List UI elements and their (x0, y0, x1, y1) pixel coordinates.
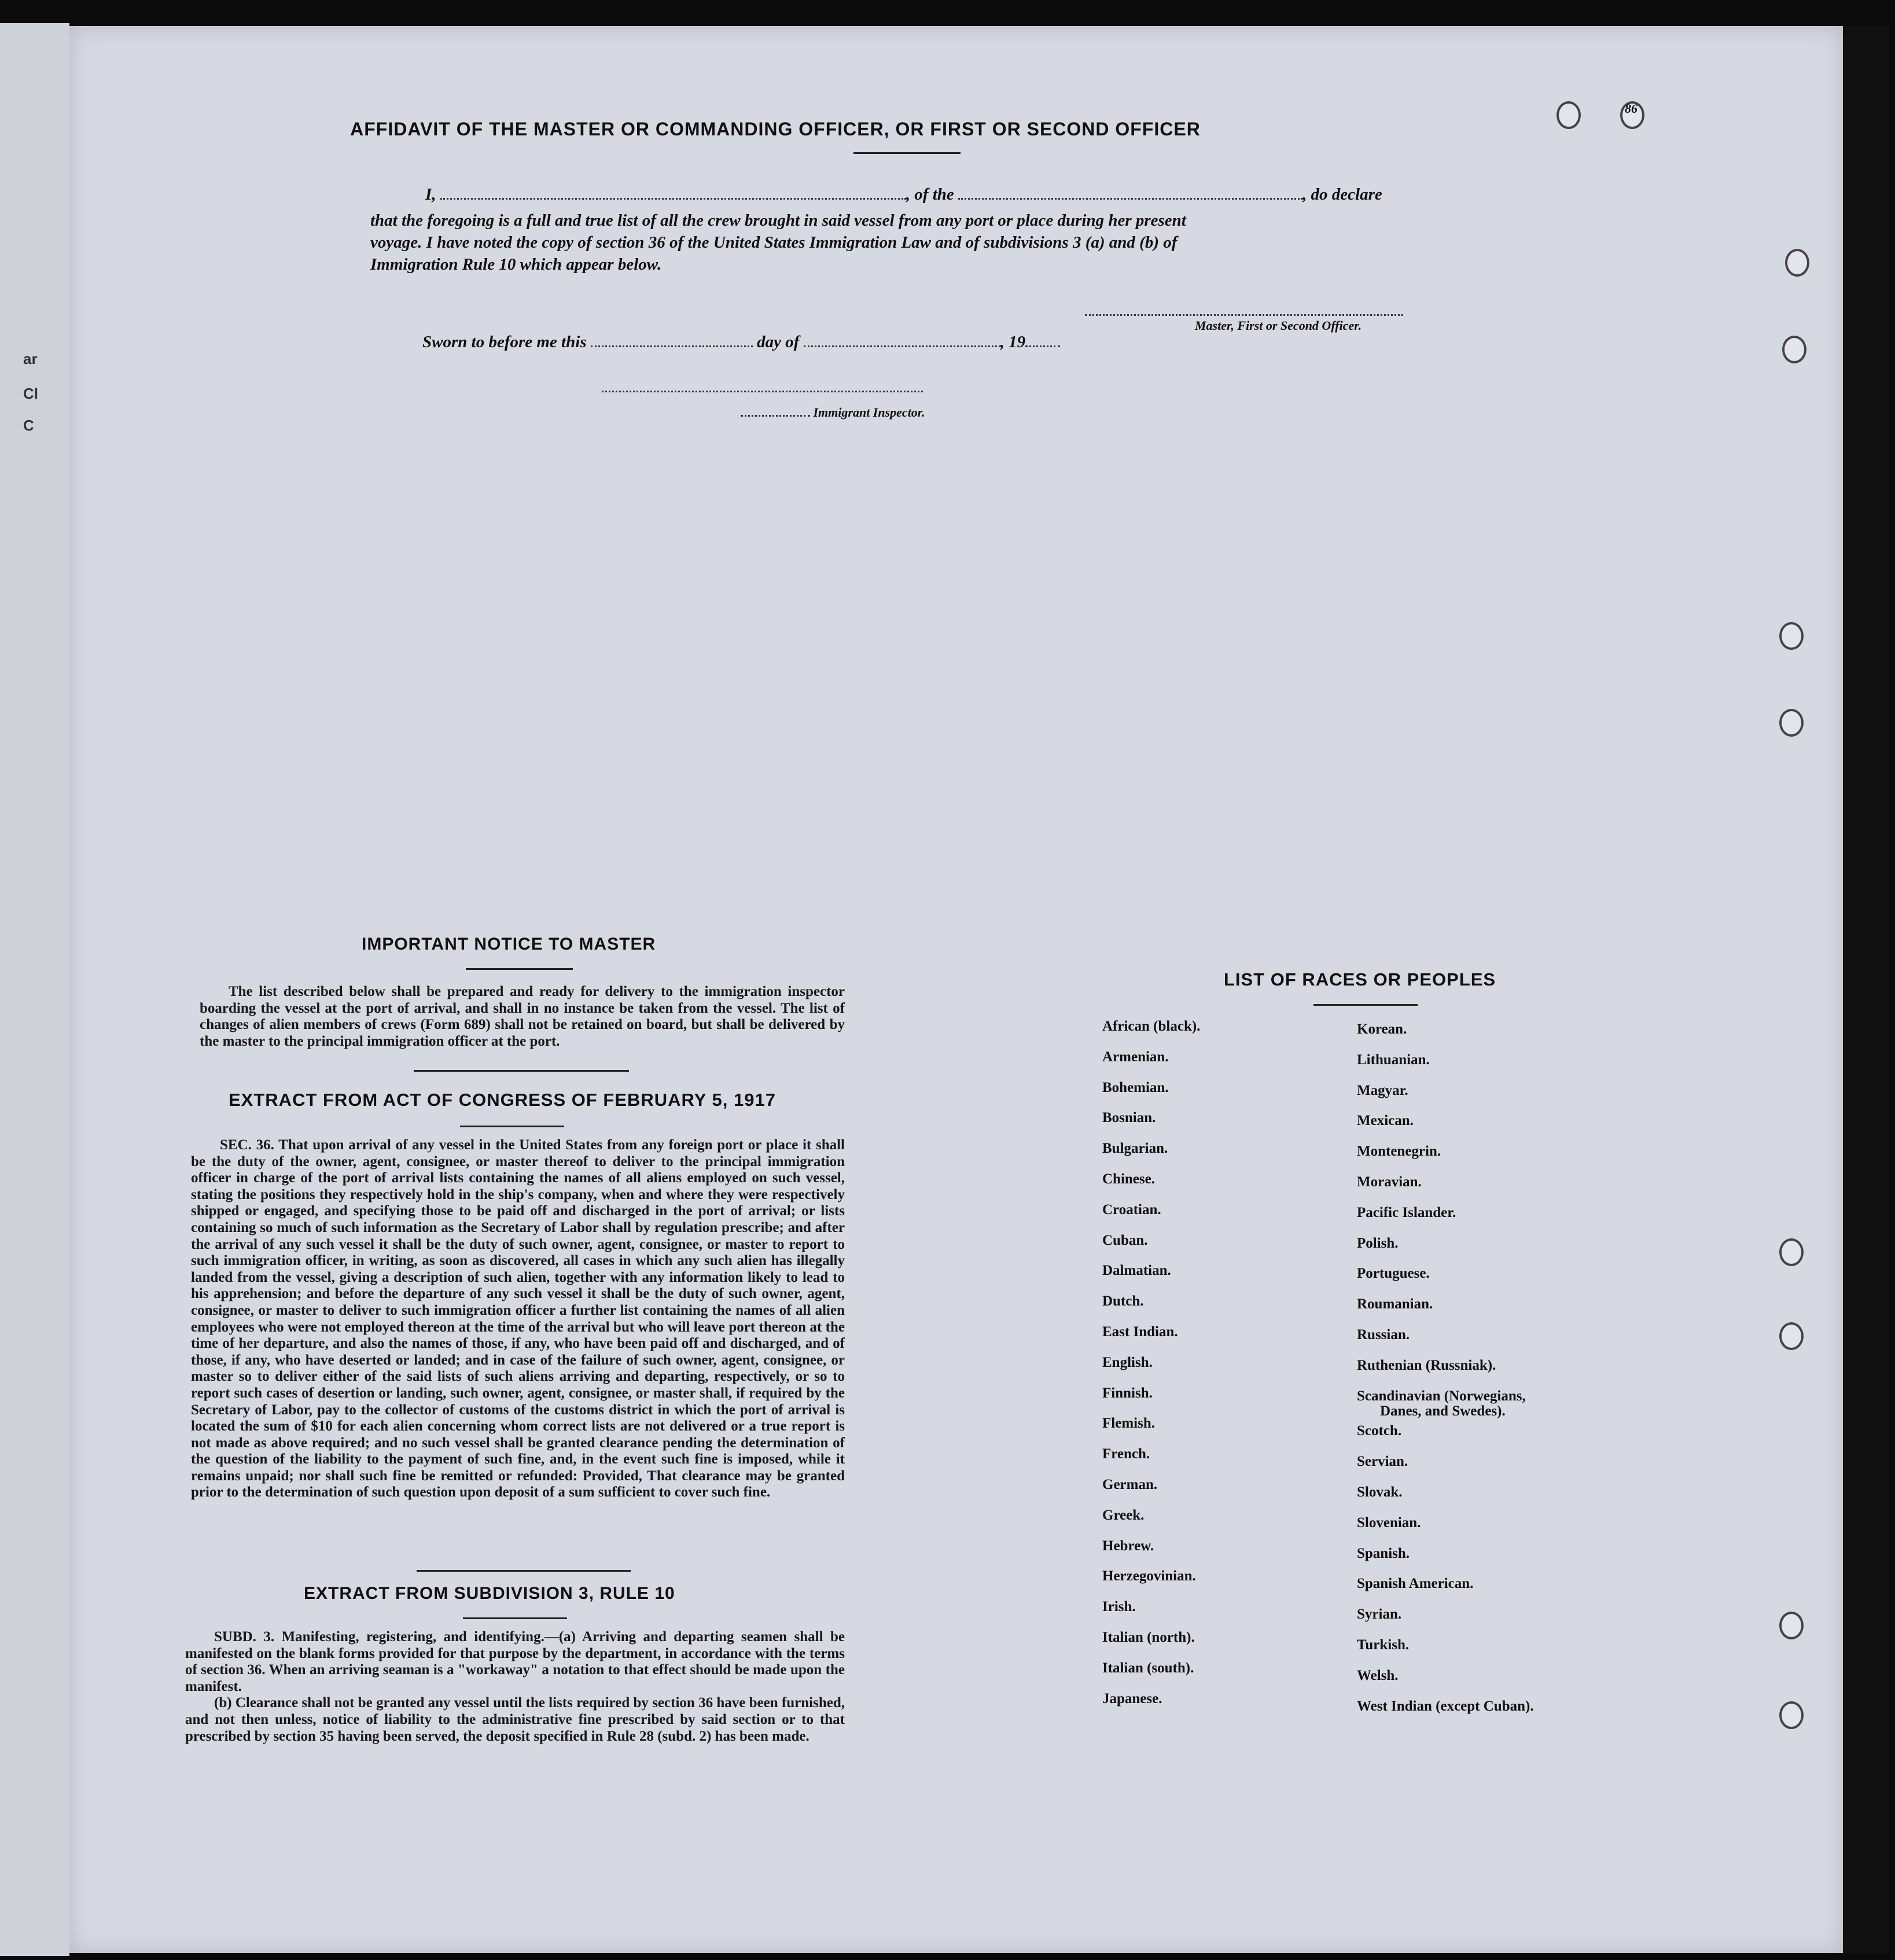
race-item: Magyar. (1357, 1082, 1408, 1098)
race-item: Flemish. (1102, 1415, 1155, 1432)
punch-hole (1785, 249, 1809, 277)
race-item: Welsh. (1357, 1667, 1399, 1683)
race-item: Croatian. (1102, 1201, 1161, 1218)
inspector-signature-line[interactable] (602, 391, 923, 392)
race-item: Bosnian. (1102, 1110, 1156, 1126)
extract-act-heading: EXTRACT FROM ACT OF CONGRESS OF FEBRUARY 5, 1917 (229, 1090, 776, 1110)
sworn-year-blank[interactable] (1025, 333, 1060, 347)
section-rule (417, 1570, 631, 1572)
race-item: Turkish. (1357, 1637, 1410, 1653)
race-item: East Indian. (1102, 1324, 1178, 1340)
race-item: Pacific Islander. (1357, 1204, 1456, 1220)
race-item: West Indian (except Cuban). (1357, 1698, 1534, 1714)
sworn-month-blank[interactable] (804, 333, 1000, 347)
race-item: Mexican. (1357, 1113, 1414, 1129)
punch-hole (1779, 1612, 1804, 1639)
punch-hole (1779, 1238, 1804, 1266)
race-item: Greek. (1102, 1507, 1145, 1523)
margin-stub: C (23, 417, 34, 434)
race-item: Servian. (1357, 1454, 1408, 1470)
affidavit-heading: AFFIDAVIT OF THE MASTER OR COMMANDING OFFICER, OR FIRST OR SECOND OFFICER (350, 119, 1201, 139)
race-item: Roumanian. (1357, 1296, 1433, 1312)
heading-rule (466, 968, 573, 970)
race-item: Japanese. (1102, 1690, 1162, 1707)
margin-stub: ar (23, 350, 38, 367)
race-item: Polish. (1357, 1235, 1399, 1251)
extract-rule-heading: EXTRACT FROM SUBDIVISION 3, RULE 10 (304, 1584, 675, 1603)
corner-mark: 86 (1625, 101, 1638, 116)
affidavit-line-2: that the foregoing is a full and true list of all the crew brought in said vessel from any port or place during her present (370, 211, 1186, 230)
document-page: 86 AFFIDAVIT OF THE MASTER OR COMMANDING OFFICER, OR FIRST OR SECOND OFFICER I, , of the , do declare that the foregoing is a full and true list of all the crew brought in said vessel from any port or place during her present voyage. I have noted the copy of section 36 of the United States Immigration Law and of subdivisions 3 (a) and (b) of Immigration Rule 10 which appear below. Master, First or Second Officer. Sworn to before me this day of , 19 Immigrant Inspector. IMPORTANT NOTICE TO MASTER The list described below shall be prepared and ready for delivery to the immigration inspector boarding the vessel at the port of arrival, and shall in no instance be taken from the vessel. The list of changes of alien members of crews (Form 689) shall not be retained on board, but shall be delivered by the master to the principal immigration officer at the port. EXTRACT FROM ACT OF CONGRESS OF FEBRUARY 5, 1917 SEC. 36. That upon arrival of any vessel in the United States from any foreign port or place it shall be the duty of the owner, agent, consignee, or master thereof to deliver to the principal immigration officer in charge of the port of arrival lists containing the names of all aliens employed on such vessel, stating the positions they respectively hold in the ship's company, when and where they were respectively shipped or engaged, and specifying those to be paid off and discharged in the port of arrival; or lists containing so much of such information as the Secretary of Labor shall by regulation prescribe; and after the arrival of any such vessel it shall be the duty of such owner, agent, consignee, or master to report to such immigration officer, in writing, as soon as discovered, all cases in which any such alien has illegally landed from the vessel, giving a description of such alien, together with any information likely to lead to his apprehension; and before the departure of any such vessel it shall be the duty of such owner, agent, consignee, or master to deliver to such immigration officer a further list containing the names of all alien employees who were not employed thereon at the time of the arrival but who will leave port thereon at the time of her departure, and also the names of those, if any, who have been paid off and discharged, and of those, if any, who have deserted or landed; and in case of the failure of such owner, agent, consignee, or master so to deliver either of the said lists of such aliens arriving and departing, respectively, or so to report such cases of desertion or landing, such owner, agent, consignee, or master shall, if required by the Secretary of Labor, pay to the collector of customs of the customs district in which the port of arrival is located the sum of $10 for each alien concerning whom correct lists are not delivered or a true report is not made as above required; and no such vessel shall be granted clearance pending the determination of the question of the liability to the payment of such fine, and, in the event such fine is imposed, while it remains unpaid; nor shall such fine be remitted or refunded: Provided, That clearance may be granted prior to the determination of such question upon deposit of a sum sufficient to cover such fine. EXTRACT FROM SUBDIVISION 3, RULE 10 SUBD. 3. Manifesting, registering, and identifying.—(a) Arriving and departing seamen shall be manifested on the blank forms provided for that purpose by the department, in accordance with the terms of section 36. When an arriving seaman is a "workaway" a notation to that effect should be made upon the manifest. (b) Clearance shall not be granted any vessel until the lists required by section 36 have been furnished, and not then unless, notice of liability to the administrative fine prescribed by said section or to that prescribed by section 35 having been served, the deposit specified in Rule 28 (subd. 2) has been made. LIST OF RACES OR PEOPLES African (black). Armenian. Bohemian. Bosnian. Bulgarian. Chinese. Croatian. Cuban. Dalmatian. Dutch. East Indian. English. Finnish. Flemish. French. German. Greek. Hebrew. Herzegovinian. Irish. Italian (north). Italian (south). Japanese. Korean. Lithuanian. Magyar. Mexican. Montenegrin. Moravian. Pacific Islander. Polish. Portuguese. Roumanian. Russian. Ruthenian (Russniak). Scandinavian (Norwegians, Scotch. Servian. Slovak. Slovenian. Spanish. Spanish American. Syrian. Turkish. Welsh. West Indian (except Cuban). Danes, and Swedes). (69, 26, 1843, 1953)
race-item: French. (1102, 1446, 1150, 1462)
race-item: Bulgarian. (1102, 1141, 1168, 1157)
heading-rule (463, 1617, 567, 1619)
race-item: English. (1102, 1354, 1153, 1370)
notice-text: The list described below shall be prepared and ready for delivery to the immigration inspector boarding the vessel at the port of arrival, and shall in no instance be taken from the vessel. The list of changes of alien members of crews (Form 689) shall not be retained on board, but shall be delivered by the master to the principal immigration officer at the port. (200, 984, 845, 1049)
sworn-day-blank[interactable] (591, 333, 753, 347)
race-item: Dalmatian. (1102, 1263, 1171, 1279)
race-item: Irish. (1102, 1599, 1136, 1615)
race-item: Herzegovinian. (1102, 1568, 1196, 1584)
race-item: Chinese. (1102, 1171, 1155, 1187)
affidavit-line-4: Immigration Rule 10 which appear below. (370, 255, 662, 274)
race-item: Spanish American. (1357, 1576, 1474, 1592)
race-item: Montenegrin. (1357, 1143, 1441, 1160)
scan-border (1843, 26, 1889, 1953)
affidavit-line-3: voyage. I have noted the copy of section 36 of the United States Immigration Law and of subdivisions 3 (a) and (b) of (370, 233, 1178, 252)
adjacent-page-edge (0, 23, 69, 1956)
race-item: Russian. (1357, 1327, 1410, 1343)
heading-rule (1313, 1004, 1418, 1006)
race-item: African (black). (1102, 1018, 1201, 1034)
punch-hole (1779, 1322, 1804, 1350)
race-item: Armenian. (1102, 1049, 1169, 1065)
race-item: Slovak. (1357, 1484, 1403, 1500)
race-item: Ruthenian (Russniak). (1357, 1357, 1496, 1373)
race-item: Slovenian. (1357, 1514, 1421, 1531)
race-item: Cuban. (1102, 1232, 1148, 1248)
sworn-line: Sworn to before me this day of , 19 (422, 333, 1060, 352)
signature-label: Master, First or Second Officer. (1195, 318, 1362, 333)
punch-hole (1782, 336, 1806, 363)
heading-rule (853, 152, 961, 154)
punch-hole (1779, 709, 1804, 737)
race-item: Finnish. (1102, 1385, 1153, 1401)
punch-hole (1779, 622, 1804, 650)
race-item: Scotch. (1357, 1423, 1402, 1439)
race-item: Syrian. (1357, 1606, 1402, 1623)
punch-hole (1779, 1701, 1804, 1729)
section-rule (414, 1070, 629, 1072)
race-item: Dutch. (1102, 1293, 1144, 1310)
race-item: Korean. (1357, 1021, 1407, 1037)
notice-heading: IMPORTANT NOTICE TO MASTER (362, 935, 656, 954)
race-item: German. (1102, 1477, 1158, 1492)
race-item: Bohemian. (1102, 1079, 1169, 1095)
race-item: Moravian. (1357, 1174, 1422, 1190)
vessel-blank[interactable] (958, 185, 1302, 200)
race-item: Italian (south). (1102, 1660, 1194, 1676)
signature-line[interactable] (1085, 314, 1403, 316)
race-item: Portuguese. (1357, 1266, 1430, 1282)
race-item: Hebrew. (1102, 1538, 1154, 1554)
races-heading: LIST OF RACES OR PEOPLES (1224, 969, 1496, 990)
subd3-text: SUBD. 3. Manifesting, registering, and identifying.—(a) Arriving and departing seamen shall be manifested on the blank forms provided for that purpose by the department, in accordance with the terms of section 36. When an arriving seaman is a "workaway" a notation to that effect should be made upon the manifest. (b) Clearance shall not be granted any vessel until the lists required by section 36 have been furnished, and not then unless, notice of liability to the administrative fine prescribed by said section or to that prescribed by section 35 having been served, the deposit specified in Rule 28 (subd. 2) has been made. (185, 1629, 845, 1744)
race-item: Scandinavian (Norwegians, (1357, 1388, 1526, 1404)
sec36-text: SEC. 36. That upon arrival of any vessel in the United States from any foreign port or place it shall be the duty of the owner, agent, consignee, or master thereof to deliver to the principal immigration officer in charge of the port of arrival lists containing the names of all aliens employed on such vessel, stating the positions they respectively hold in the ship's company, when and where they were respectively shipped or engaged, and specifying those to be paid off and discharged in the port of arrival; or lists containing so much of such information as the Secretary of Labor shall by regulation prescribe; and after the arrival of any such vessel it shall be the duty of such owner, agent, consignee, or master to report to such immigration officer, in writing, as soon as discovered, all cases in which any such alien has illegally landed from the vessel, giving a description of such alien, together with any information likely to lead to his apprehension; and before the departure of any such vessel it shall be the duty of such owner, agent, consignee, or master to deliver to such immigration officer a further list containing the names of all alien employees who were not employed thereon at the time of the arrival but who will leave port thereon at the time of her departure, and also the names of those, if any, who have been paid off and discharged, and of those, if any, who have deserted or landed; and in case of the failure of such owner, agent, consignee, or master so to deliver either of the said lists of such aliens arriving and departing, respectively, or so to report such cases of desertion or landing, such owner, agent, consignee, or master shall, if required by the Secretary of Labor, pay to the collector of customs of the customs district in which the port of arrival is located the sum of $10 for each alien concerning whom correct lists are not delivered or a true report is not made as above required; and no such vessel shall be granted clearance pending the determination of the question of the liability to the payment of such fine, and, in the event such fine is imposed, while it remains unpaid; nor shall such fine be remitted or refunded: Provided, That clearance may be granted prior to the determination of such question upon deposit of a sum sufficient to cover such fine. (191, 1137, 845, 1501)
race-item: Lithuanian. (1357, 1051, 1430, 1068)
heading-rule (460, 1126, 564, 1127)
name-blank[interactable] (440, 185, 906, 200)
affidavit-line-1: I, , of the , do declare (425, 185, 1382, 204)
inspector-label: Immigrant Inspector. (741, 402, 925, 420)
margin-stub: Cl (23, 385, 38, 402)
punch-hole (1557, 101, 1581, 129)
race-item: Italian (north). (1102, 1630, 1195, 1645)
race-item: Spanish. (1357, 1545, 1410, 1561)
